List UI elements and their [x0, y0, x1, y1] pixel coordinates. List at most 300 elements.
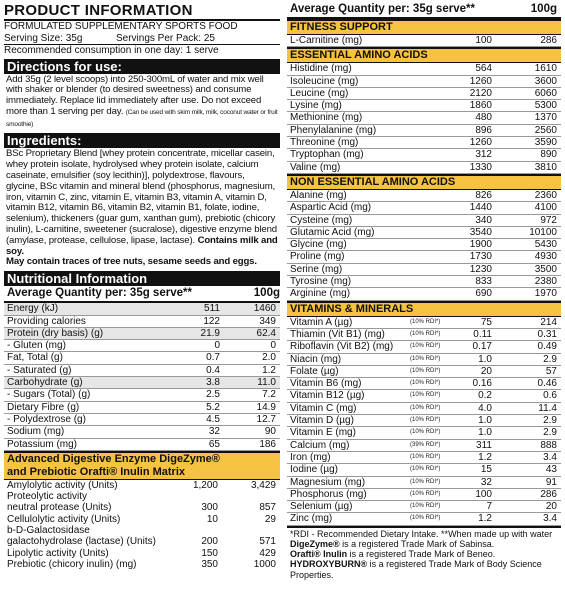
row-value-serve: 0.16 — [472, 378, 492, 390]
tm3-rest: is a registered Trade Mark of Body Science Properties. — [290, 559, 542, 580]
trademark-hydroxyburn — [290, 559, 561, 579]
row-value-serve: 1.0 — [478, 415, 492, 427]
table-row — [287, 341, 561, 353]
row-label: Thiamin (Vit B1) (mg) — [290, 328, 385, 340]
row-label: Phosphorus (mg) — [290, 488, 367, 500]
row-label: - Saturated (g) — [7, 364, 72, 376]
row-value-serve: 1860 — [469, 100, 492, 112]
servings-per-pack: Servings Per Pack: 25 — [116, 32, 215, 44]
row-label: - Sugars (Total) (g) — [7, 389, 91, 401]
enzyme-table — [4, 480, 280, 570]
row-label: Alanine (mg) — [290, 189, 347, 201]
row-label: Cysteine (mg) — [290, 214, 353, 226]
row-label: Cellulolytic activity (Units) — [7, 513, 121, 525]
table-row — [4, 340, 280, 352]
row-value-serve: 0.7 — [206, 352, 220, 364]
enzyme-heading-line1: Advanced Digestive Enzyme DigeZyme® — [7, 452, 220, 465]
table-row — [287, 162, 561, 174]
row-label: - Polydextrose (g) — [7, 413, 86, 425]
row-value-100g: 0.31 — [537, 328, 557, 340]
row-value-100g: 2380 — [534, 276, 557, 288]
essential-amino-heading: ESSENTIAL AMINO ACIDS — [287, 47, 561, 63]
row-value-serve: 312 — [475, 149, 492, 161]
row-label: Prebiotic (chicory inulin) (mg) — [7, 558, 137, 570]
row-rdi: (39% RDI*) — [410, 441, 441, 448]
table-row — [287, 329, 561, 341]
row-value-serve: 1260 — [469, 75, 492, 87]
row-label: Proline (mg) — [290, 251, 345, 263]
table-row — [287, 227, 561, 239]
row-value-serve: 122 — [203, 315, 220, 327]
right-serve-text: 35g serve** — [412, 3, 475, 15]
row-label: Energy (kJ) — [7, 303, 59, 315]
row-value-100g: 2.9 — [543, 415, 557, 427]
row-value-serve: 1.2 — [478, 451, 492, 463]
row-value-serve: 65 — [208, 438, 220, 450]
nutrition-table-header — [4, 286, 280, 303]
enzyme-heading — [4, 451, 280, 480]
row-rdi: (10% RDI*) — [410, 515, 441, 522]
ingredients-heading: Ingredients: — [4, 133, 280, 148]
row-value-100g: 3.4 — [543, 513, 557, 525]
row-label: Tyrosine (mg) — [290, 276, 352, 288]
row-value-serve — [172, 525, 218, 536]
row-value-serve: 564 — [475, 63, 492, 75]
row-value-100g: 1.2 — [262, 364, 276, 376]
row-value-serve: 480 — [475, 112, 492, 124]
row-label: neutral protease (Units) — [7, 502, 112, 514]
row-value-serve: 1440 — [469, 202, 492, 214]
row-label: Providing calories — [7, 315, 86, 327]
row-value-serve: 200 — [201, 536, 218, 548]
row-value-100g: 3500 — [534, 263, 557, 275]
row-value-serve: 7 — [486, 501, 492, 513]
row-rdi — [410, 63, 462, 74]
row-label: Phenylalanine (mg) — [290, 124, 377, 136]
table-row — [287, 100, 561, 112]
table-row — [4, 439, 280, 451]
right-column — [287, 0, 561, 580]
row-value-serve: 1900 — [469, 239, 492, 251]
enzyme-heading-line2: and Prebiotic Orafti® Inulin Matrix — [7, 465, 186, 478]
vitamins-heading: VITAMINS & MINERALS — [287, 301, 561, 317]
contains-statement: Contains milk and soy. — [6, 234, 278, 257]
row-value-100g: 429 — [259, 547, 276, 559]
row-value-100g: 2.0 — [262, 352, 276, 364]
row-value-100g — [218, 491, 280, 502]
table-row — [287, 125, 561, 137]
row-value-serve: 896 — [475, 124, 492, 136]
table-row — [287, 464, 561, 476]
table-row — [4, 548, 280, 559]
table-row — [4, 377, 280, 389]
tm2-bold: Orafti® Inulin — [290, 549, 348, 560]
row-value-serve: 3540 — [469, 226, 492, 238]
row-rdi — [410, 239, 462, 250]
product-info-title: PRODUCT INFORMATION — [4, 2, 193, 19]
row-label: Sodium (mg) — [7, 426, 65, 438]
row-rdi: (10% RDI*) — [410, 429, 441, 436]
row-label: Vitamin A (µg) — [290, 316, 353, 328]
row-label: Iron (mg) — [290, 451, 331, 463]
tm1-bold: DigeZyme® — [290, 538, 340, 549]
row-value-100g: 1000 — [253, 558, 276, 570]
table-row — [287, 35, 561, 47]
row-value-100g: 3590 — [534, 137, 557, 149]
row-label: Lipolytic activity (Units) — [7, 547, 109, 559]
table-row — [4, 559, 280, 570]
row-label: Calcium (mg) — [290, 439, 350, 451]
row-value-100g: 3600 — [534, 75, 557, 87]
row-value-serve: 100 — [475, 488, 492, 500]
row-value-serve: 1730 — [469, 251, 492, 263]
right-table-header — [287, 2, 561, 19]
row-value-serve: 1.0 — [478, 353, 492, 365]
row-value-100g: 0 — [270, 340, 276, 352]
row-value-serve: 15 — [480, 464, 492, 476]
table-row — [287, 366, 561, 378]
table-row — [4, 426, 280, 438]
row-rdi — [410, 276, 462, 287]
row-label: Niacin (mg) — [290, 353, 342, 365]
row-label: Glutamic Acid (mg) — [290, 226, 375, 238]
vitamins-table — [287, 317, 561, 526]
row-label: Lysine (mg) — [290, 100, 342, 112]
row-value-serve: 2120 — [469, 87, 492, 99]
row-value-100g: 286 — [540, 488, 557, 500]
row-value-100g: 11.0 — [257, 377, 276, 389]
table-row — [4, 389, 280, 401]
row-rdi — [410, 125, 462, 136]
row-value-serve: 0.11 — [473, 328, 492, 340]
row-rdi: (10% RDI*) — [410, 503, 441, 510]
row-rdi — [410, 162, 462, 173]
row-value-100g: 0.46 — [537, 378, 557, 390]
row-value-100g: 0.49 — [537, 341, 557, 353]
table-row — [287, 251, 561, 263]
table-row — [4, 316, 280, 328]
table-row — [287, 112, 561, 124]
table-row — [287, 76, 561, 88]
table-row — [4, 414, 280, 426]
table-row — [287, 415, 561, 427]
row-label: Vitamin B12 (µg) — [290, 390, 365, 402]
table-row — [4, 352, 280, 364]
row-value-serve: 1.2 — [478, 513, 492, 525]
table-row — [4, 525, 280, 536]
nutrition-table — [4, 303, 280, 451]
row-value-100g: 571 — [259, 536, 276, 548]
row-rdi — [410, 288, 462, 299]
table-row — [287, 215, 561, 227]
row-value-100g: 1970 — [534, 288, 557, 300]
row-rdi: (10% RDI*) — [410, 478, 441, 485]
row-value-serve: 100 — [475, 35, 492, 46]
directions-note: (Can be used with skim milk, milk, coconut water or fruit smoothie) — [6, 108, 278, 128]
row-label: Folate (µg) — [290, 365, 339, 377]
row-value-serve: 0.4 — [206, 364, 220, 376]
row-rdi: (10% RDI*) — [410, 367, 441, 374]
serving-row — [4, 33, 280, 45]
row-label: Valine (mg) — [290, 161, 341, 173]
row-rdi: (10% RDI*) — [410, 404, 441, 411]
row-value-100g: 186 — [259, 438, 276, 450]
row-value-serve: 20 — [480, 365, 492, 377]
row-value-100g: 890 — [540, 149, 557, 161]
row-rdi: (10% RDI*) — [410, 380, 441, 387]
nutritional-heading: Nutritional Information — [4, 271, 280, 286]
row-label: Fat, Total (g) — [7, 352, 63, 364]
row-value-100g: 3,429 — [250, 479, 276, 491]
row-rdi — [410, 76, 462, 87]
row-label: Magnesium (mg) — [290, 476, 366, 488]
row-value-serve: 75 — [480, 316, 492, 328]
rdi-footnote: *RDI - Recommended Dietary Intake. **When made up with water — [290, 528, 553, 539]
row-label: Riboflavin (Vit B2) (mg) — [290, 341, 394, 353]
table-row — [4, 303, 280, 315]
row-value-100g: 90 — [264, 426, 276, 438]
serving-size: Serving Size: 35g — [4, 32, 83, 44]
row-label: Selenium (µg) — [290, 501, 353, 513]
row-label: Protein (dry basis) (g) — [7, 327, 104, 339]
row-rdi — [410, 149, 462, 160]
row-label: Serine (mg) — [290, 263, 343, 275]
row-value-serve: 0 — [214, 340, 220, 352]
row-value-serve: 4.0 — [478, 402, 492, 414]
row-value-100g: 0.6 — [543, 390, 557, 402]
right-avg-label — [287, 2, 505, 17]
row-value-100g: 857 — [259, 502, 276, 514]
row-value-serve: 1,200 — [192, 479, 218, 491]
table-row — [287, 288, 561, 300]
row-value-100g: 972 — [540, 214, 557, 226]
fitness-table — [287, 35, 561, 47]
serve-label-text: 35g serve** — [129, 287, 192, 300]
row-value-100g: 20 — [545, 501, 557, 513]
tm1-rest: is a registered Trade Mark of Sabinsa. — [339, 538, 495, 549]
row-rdi — [410, 35, 462, 46]
table-row — [4, 491, 280, 502]
row-value-100g: 3.4 — [543, 451, 557, 463]
row-value-100g: 43 — [545, 464, 557, 476]
row-rdi: (10% RDI*) — [410, 490, 441, 497]
footnotes — [287, 526, 561, 580]
row-rdi — [410, 215, 462, 226]
row-value-100g: 62.4 — [256, 327, 276, 339]
tm2-rest: is a registered Trade Mark of Beneo. — [347, 549, 496, 560]
row-value-100g: 2.9 — [543, 427, 557, 439]
right-col-100g-label: 100g — [530, 3, 557, 15]
row-value-100g: 5430 — [534, 239, 557, 251]
avg-label-text: Average Quantity per: — [7, 287, 127, 300]
row-rdi — [410, 264, 462, 275]
row-value-100g: 214 — [540, 316, 557, 328]
trademark-digezyme — [290, 539, 561, 549]
row-rdi — [410, 202, 462, 213]
table-row — [287, 137, 561, 149]
row-value-100g: 11.4 — [538, 402, 557, 414]
nonessential-amino-heading: NON ESSENTIAL AMINO ACIDS — [287, 174, 561, 190]
table-row — [287, 63, 561, 75]
ingredients-text — [4, 148, 280, 269]
row-rdi — [410, 251, 462, 262]
row-value-100g: 1460 — [253, 303, 276, 315]
fitness-support-heading: FITNESS SUPPORT — [287, 19, 561, 35]
table-row — [287, 378, 561, 390]
row-value-serve: 1330 — [469, 161, 492, 173]
row-rdi: (10% RDI*) — [410, 330, 441, 337]
row-label: Isoleucine (mg) — [290, 75, 359, 87]
recommended-consumption: Recommended consumption in one day: 1 serve — [4, 44, 280, 57]
row-value-serve: 350 — [201, 558, 218, 570]
row-label: L-Carnitine (mg) — [290, 35, 363, 46]
row-value-100g: 29 — [264, 513, 276, 525]
row-value-100g: 2.9 — [543, 353, 557, 365]
table-row — [4, 502, 280, 513]
table-row — [287, 452, 561, 464]
row-value-serve: 511 — [204, 303, 220, 315]
row-label: Vitamin D (µg) — [290, 415, 354, 427]
row-value-serve: 0.17 — [472, 341, 492, 353]
row-label: Glycine (mg) — [290, 239, 347, 251]
row-value-100g: 888 — [540, 439, 557, 451]
row-value-serve: 300 — [201, 502, 218, 514]
row-label: Proteolytic activity — [7, 491, 88, 503]
row-rdi — [410, 190, 462, 201]
row-label: galactohydrolase (lactase) (Units) — [7, 536, 156, 548]
table-row — [4, 402, 280, 414]
row-label: Vitamin B6 (mg) — [290, 378, 362, 390]
table-row — [4, 328, 280, 340]
table-row — [287, 390, 561, 402]
row-value-serve: 2.5 — [206, 389, 220, 401]
row-value-serve: 150 — [201, 547, 218, 559]
row-label: Aspartic Acid (mg) — [290, 202, 372, 214]
row-rdi: (10% RDI*) — [410, 417, 441, 424]
table-row — [287, 202, 561, 214]
row-rdi: (10% RDI*) — [410, 466, 441, 473]
table-row — [287, 190, 561, 202]
allergen-warning: May contain traces of tree nuts, sesame seeds and eggs. — [6, 256, 257, 268]
row-label: Carbohydrate (g) — [7, 377, 83, 389]
row-rdi — [410, 88, 462, 99]
table-row — [4, 480, 280, 491]
table-row — [287, 477, 561, 489]
row-rdi — [410, 100, 462, 111]
row-label: Threonine (mg) — [290, 137, 359, 149]
row-value-serve: 826 — [475, 189, 492, 201]
row-value-100g: 2360 — [534, 189, 557, 201]
row-label: Methionine (mg) — [290, 112, 363, 124]
table-row — [287, 317, 561, 329]
row-value-serve: 0.2 — [478, 390, 492, 402]
row-value-100g — [218, 525, 280, 536]
row-value-100g: 5300 — [534, 100, 557, 112]
row-label: Potassium (mg) — [7, 438, 78, 450]
row-value-100g: 2560 — [534, 124, 557, 136]
row-value-serve: 833 — [475, 276, 492, 288]
row-label: Amylolytic activity (Units) — [7, 479, 118, 491]
ingredients-body: BSc Proprietary Blend [whey protein concentrate, micellar casein, whey protein isolate, hydrolysed whey protein isolate, calcium caseinate, emulsifier (soy lecithin)], polydextrose, flavours, glycine, BSc vitamin and mineral blend (phosphorus, magnesium, iron, vitamin C, zinc, vitamin E, vitamin B3, vitamin A, vitamin D, vitamin B12, vitamin B6, vitamin B2, vitamin B1, folate, iodine, selenium), thickeners (guar gum, xanthan gum), prebiotic (chicory inulin), L-carnitine, sweetener (sucralose), digestive enzyme blend (amylase, protease, cellulose, lipase, lactase). — [6, 148, 277, 246]
row-value-100g: 3810 — [534, 161, 557, 173]
row-value-100g: 57 — [545, 365, 557, 377]
tm3-bold: HYDROXYBURN® — [290, 559, 368, 570]
table-row — [287, 501, 561, 513]
table-row — [287, 239, 561, 251]
row-label: Vitamin E (mg) — [290, 427, 356, 439]
row-rdi: (10% RDI*) — [410, 355, 441, 362]
row-label: Dietary Fibre (g) — [7, 401, 80, 413]
row-value-serve — [172, 491, 218, 502]
table-row — [287, 440, 561, 452]
row-value-serve: 340 — [475, 214, 492, 226]
table-row — [287, 513, 561, 525]
row-value-serve: 311 — [476, 439, 492, 451]
right-avg-text: Average Quantity per: — [290, 3, 410, 15]
row-label: Iodine (µg) — [290, 464, 339, 476]
row-value-serve: 5.2 — [206, 401, 220, 413]
row-value-serve: 4.5 — [206, 413, 220, 425]
nonessential-amino-table — [287, 190, 561, 301]
row-rdi: (10% RDI*) — [410, 343, 441, 350]
row-value-100g: 4100 — [534, 202, 557, 214]
row-value-100g: 349 — [259, 315, 276, 327]
directions-text — [4, 74, 280, 132]
table-row — [287, 489, 561, 501]
row-rdi: (10% RDI*) — [410, 392, 441, 399]
table-row — [287, 403, 561, 415]
left-column — [4, 0, 280, 570]
row-value-serve: 1260 — [469, 137, 492, 149]
row-value-100g: 7.2 — [262, 389, 276, 401]
directions-heading: Directions for use: — [4, 59, 280, 74]
table-row — [4, 365, 280, 377]
essential-amino-table — [287, 63, 561, 174]
row-rdi — [410, 227, 462, 238]
row-value-serve: 32 — [480, 476, 492, 488]
product-subtitle: FORMULATED SUPPLEMENTARY SPORTS FOOD — [4, 19, 280, 33]
row-value-serve: 10 — [206, 513, 218, 525]
table-row — [287, 276, 561, 288]
directions-body: Add 35g (2 level scoops) into 250-300mL of water and mix well with shaker or blender (to desired sweetness) and consume immediately. Replace lid immediately after use. Do not exceed more than 1 serving per day. — [6, 73, 264, 117]
table-row — [287, 354, 561, 366]
row-value-serve: 1.0 — [478, 427, 492, 439]
row-label: b-D-Galactosidase — [7, 525, 90, 536]
row-value-100g: 12.7 — [256, 413, 276, 425]
row-rdi — [410, 112, 462, 123]
row-label: Vitamin C (mg) — [290, 402, 357, 414]
row-value-serve: 690 — [475, 288, 492, 300]
table-row — [287, 264, 561, 276]
row-value-100g: 14.9 — [256, 401, 276, 413]
col-100g-label: 100g — [253, 287, 280, 300]
row-label: Tryptophan (mg) — [290, 149, 364, 161]
row-value-100g: 286 — [540, 35, 557, 46]
row-label: Histidine (mg) — [290, 63, 352, 75]
table-row — [287, 88, 561, 100]
row-value-serve: 21.9 — [200, 327, 220, 339]
row-label: Leucine (mg) — [290, 87, 349, 99]
row-value-serve: 3.8 — [206, 377, 220, 389]
trademark-orafti — [290, 549, 561, 559]
table-row — [4, 514, 280, 525]
row-value-100g: 1610 — [534, 63, 557, 75]
row-value-serve: 1230 — [469, 263, 492, 275]
row-rdi — [410, 137, 462, 148]
table-row — [287, 427, 561, 439]
row-rdi: (10% RDI*) — [410, 453, 441, 460]
row-value-100g: 4930 — [534, 251, 557, 263]
